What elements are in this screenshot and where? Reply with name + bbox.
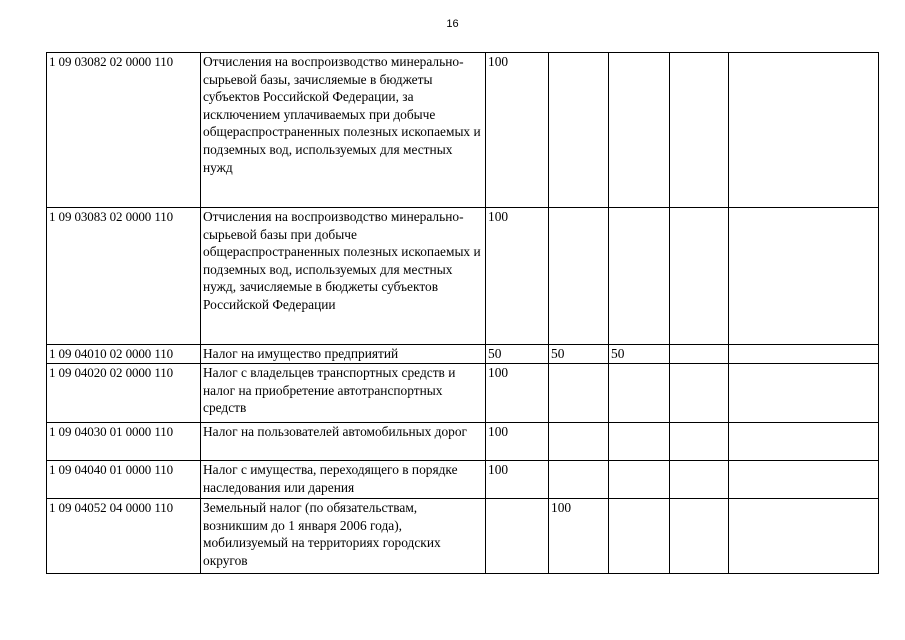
- value-cell: [549, 53, 609, 208]
- value-cell: [729, 53, 879, 208]
- description-cell: Налог с владельцев транспортных средств и налог на приобретение автотранспортных средств: [201, 364, 486, 423]
- value-cell: [609, 461, 670, 499]
- value-cell: [729, 423, 879, 461]
- description-cell: Налог на пользователей автомобильных дорог: [201, 423, 486, 461]
- value-cell: [729, 208, 879, 345]
- value-cell: [729, 364, 879, 423]
- table-row: [47, 461, 879, 499]
- value-cell: [670, 53, 729, 208]
- description-cell: Налог с имущества, переходящего в порядке наследования или дарения: [201, 461, 486, 499]
- value-cell: 100: [486, 423, 549, 461]
- value-cell: [670, 345, 729, 364]
- value-cell: [609, 423, 670, 461]
- value-cell: 100: [486, 461, 549, 499]
- value-cell: [609, 208, 670, 345]
- value-cell: 50: [486, 345, 549, 364]
- table-row: [47, 499, 879, 574]
- value-cell: [670, 423, 729, 461]
- budget-code-cell: 1 09 03083 02 0000 110: [47, 208, 201, 345]
- value-cell: [549, 461, 609, 499]
- value-cell: 100: [486, 53, 549, 208]
- budget-code-cell: 1 09 04040 01 0000 110: [47, 461, 201, 499]
- description-cell: Отчисления на воспроизводство минерально-сырьевой базы, зачисляемые в бюджеты субъектов Российской Федерации, за исключением уплачиваемых при добыче общераспространенных полезных ископаемых и подземных вод, используемых для местных нужд: [201, 53, 486, 208]
- budget-code-cell: 1 09 04020 02 0000 110: [47, 364, 201, 423]
- value-cell: 50: [609, 345, 670, 364]
- value-cell: 100: [549, 499, 609, 574]
- description-cell: Земельный налог (по обязательствам, возникшим до 1 января 2006 года), мобилизуемый на территориях городских округов: [201, 499, 486, 574]
- value-cell: [549, 364, 609, 423]
- table-row: [47, 345, 879, 364]
- value-cell: [549, 208, 609, 345]
- value-cell: 100: [486, 208, 549, 345]
- budget-code-cell: 1 09 03082 02 0000 110: [47, 53, 201, 208]
- table-row: [47, 53, 879, 208]
- value-cell: [729, 345, 879, 364]
- value-cell: [609, 364, 670, 423]
- value-cell: [549, 423, 609, 461]
- description-cell: Отчисления на воспроизводство минерально-сырьевой базы при добыче общераспространенных полезных ископаемых и подземных вод, используемых для местных нужд, зачисляемые в бюджеты субъектов Российской Федерации: [201, 208, 486, 345]
- value-cell: [486, 499, 549, 574]
- table-row: [47, 208, 879, 345]
- budget-code-cell: 1 09 04030 01 0000 110: [47, 423, 201, 461]
- value-cell: [609, 499, 670, 574]
- value-cell: [670, 499, 729, 574]
- value-cell: [670, 208, 729, 345]
- value-cell: 100: [486, 364, 549, 423]
- page-number: 16: [446, 18, 459, 30]
- revenue-distribution-table: [46, 52, 879, 574]
- table-row: [47, 364, 879, 423]
- value-cell: [670, 364, 729, 423]
- value-cell: [670, 461, 729, 499]
- budget-code-cell: 1 09 04010 02 0000 110: [47, 345, 201, 364]
- budget-code-cell: 1 09 04052 04 0000 110: [47, 499, 201, 574]
- description-cell: Налог на имущество предприятий: [201, 345, 486, 364]
- value-cell: [729, 461, 879, 499]
- table-row: [47, 423, 879, 461]
- value-cell: [609, 53, 670, 208]
- value-cell: 50: [549, 345, 609, 364]
- value-cell: [729, 499, 879, 574]
